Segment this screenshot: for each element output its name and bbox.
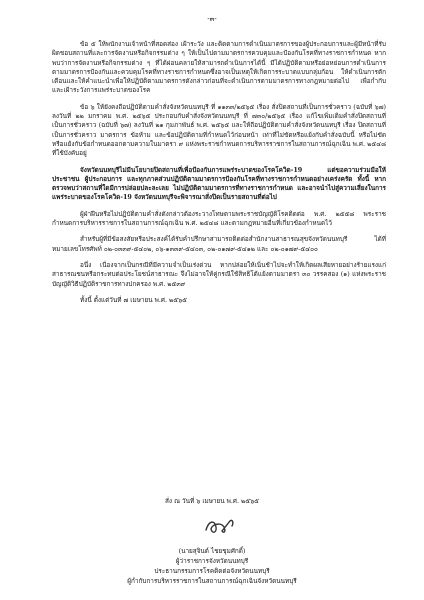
signatory-name: (นายสุจินต์ ไชยชุมศักดิ์) bbox=[178, 547, 246, 555]
signatory-title-2: ประธานกรรมการโรคติดต่อจังหวัดนนทบุรี bbox=[154, 567, 270, 575]
signatory-title-1: ผู้ว่าราชการจังหวัดนนทบุรี bbox=[175, 557, 249, 565]
paragraph-effective-date: ทั้งนี้ ตั้งแต่วันที่ ๗ เมษายน พ.ศ. ๒๕๖๕ bbox=[80, 295, 187, 304]
paragraph-policy-bold: จังหวัดนนทบุรีไม่มีนโยบายปิดสถานที่เพื่อป้องกันการแพร่ระบาดของโรคโควิด-19 แต่ขอความร่วมมือให้ประชาชน ผู้ประกอบการ และทุกภาคส่วนปฏิบัติตามมาตรการป้องกันโรคที่ทางราชการกำหนดอย่างเคร่งครัด ทั้งนี้ หากตรวจพบว่าสถานที่ใดมีการปล่อยปละละเลย ไม่ปฏิบัติตามมาตรการที่ทางราชการกำหนด และอาจนำไปสู่ความเสี่ยงในการแพร่ระบาดของโรคโควิด-19 จังหวัดนนทบุรีจะพิจารณาสั่งปิดเป็นรายสถานที่ต่อไป bbox=[52, 165, 386, 202]
order-date: สั่ง ณ วันที่ ๖ เมษายน พ.ศ. ๒๕๖๕ bbox=[165, 497, 259, 505]
signature-image bbox=[200, 514, 240, 538]
document-body bbox=[52, 40, 386, 312]
paragraph-urgency: อนึ่ง เนื่องจากเป็นกรณีที่มีความจำเป็นเร่งด่วน หากปล่อยให้เนิ่นช้าไปจะทำให้เกิดผลเสียหายอย่างร้ายแรงแก่สาธารณชนหรือกระทบต่อประโยชน์สาธารณะ จึงไม่อาจให้คู่กรณีใช้สิทธิโต้แย้งตามมาตรา ๓๐ วรรคสอง (๑) แห่งพระราชบัญญัติวิธีปฏิบัติราชการทางปกครอง พ.ศ. ๒๕๓๙ bbox=[52, 260, 386, 288]
paragraph-penalty: ผู้ฝ่าฝืนหรือไม่ปฏิบัติตามคำสั่งดังกล่าวต้องระวางโทษตามพระราชบัญญัติโรคติดต่อ พ.ศ. ๒๕๕๘ พระราชกำหนดการบริหารราชการในสถานการณ์ฉุกเฉิน พ.ศ. ๒๕๔๘ และตามกฎหมายอื่นที่เกี่ยวข้องกำหนดไว้ bbox=[52, 209, 386, 228]
signatory-title-3: ผู้กำกับการบริหารราชการในสถานการณ์ฉุกเฉินจังหวัดนนทบุรี bbox=[127, 577, 297, 585]
paragraph-contact: สำหรับผู้ที่มีข้อสงสัยหรือประสงค์ได้รับคำปรึกษาสามารถติดต่อสำนักงานสาธารณสุขจังหวัดนนทบุรี ได้ที่หมายเลขโทรศัพท์ ๐๒-๐๓๓๙-๕๔๐๒, ๐๖-๑๓๓๙-๕๔๐๓, ๐๒-๐๑๗๙-๕๔๑๒ และ ๐๒-๐๑๗๙-๕๔๐๐ bbox=[52, 235, 386, 253]
page-number: -๓- bbox=[207, 15, 217, 23]
paragraph-clause-5: ข้อ ๕ ให้พนักงานเจ้าหน้าที่สอดส่อง เฝ้าระวัง และติดตามการดำเนินมาตรการของผู้ประกอบการและผู้มีหน้าที่รับผิดชอบสถานที่และการจัดงานหรือกิจกรรมต่าง ๆ ให้เป็นไปตามมาตรการควบคุมและป้องกันโรคที่ทางราชการกำหนด หากพบว่าการจัดงานหรือกิจกรรมต่าง ๆ ที่ได้ผ่อนคลายให้สามารถดำเนินการได้นี้ มีได้ปฏิบัติตามหรือย่อหย่อนการดำเนินการตามมาตรการป้องกันและควบคุมโรคที่ทางราชการกำหนดซึ่งอาจเป็นเหตุให้เกิดการระบาดแบบกลุ่มก้อน ให้ดำเนินการตักเตือนและให้คำแนะนำเพื่อให้ปฏิบัติตามมาตรการดังกล่าวก่อนที่จะดำเนินการตามมาตรการทางกฎหมายต่อไป เพื่อกำกับและเฝ้าระวังการแพร่ระบาดของโรค bbox=[52, 40, 386, 95]
paragraph-clause-6: ข้อ ๖ ให้ยังคงถือปฏิบัติตามคำสั่งจังหวัดนนทบุรี ที่ ๑๑๓๓/๒๕๖๕ เรื่อง สั่งปิดสถานที่เป็นการชั่วคราว (ฉบับที่ ๖๗) ลงวันที่ ๒๒ มกราคม พ.ศ. ๒๕๖๕ ประกอบกับคำสั่งจังหวัดนนทบุรี ที่ ๗๓๐/๒๕๖๕ เรื่อง แก้ไขเพิ่มเติมคำสั่งปิดสถานที่เป็นการชั่วคราว (ฉบับที่ ๖๗) ลงวันที่ ๒๑ กุมภาพันธ์ พ.ศ. ๒๕๖๕ และให้ถือปฏิบัติตามคำสั่งจังหวัดนนทบุรี เรื่อง ปิดสถานที่เป็นการชั่วคราว มาตรการ ข้อห้าม และข้อปฏิบัติตามที่กำหนดไว้ก่อนหน้า เท่าที่ไม่ขัดหรือแย้งกับคำสั่งฉบับนี้ หรือไม่ขัดหรือแย้งกับข้อกำหนดออกตามความในมาตรา ๙ แห่งพระราชกำหนดการบริหารราชการในสถานการณ์ฉุกเฉิน พ.ศ. ๒๕๔๘ ที่ใช้บังคับอยู่ bbox=[52, 102, 386, 158]
